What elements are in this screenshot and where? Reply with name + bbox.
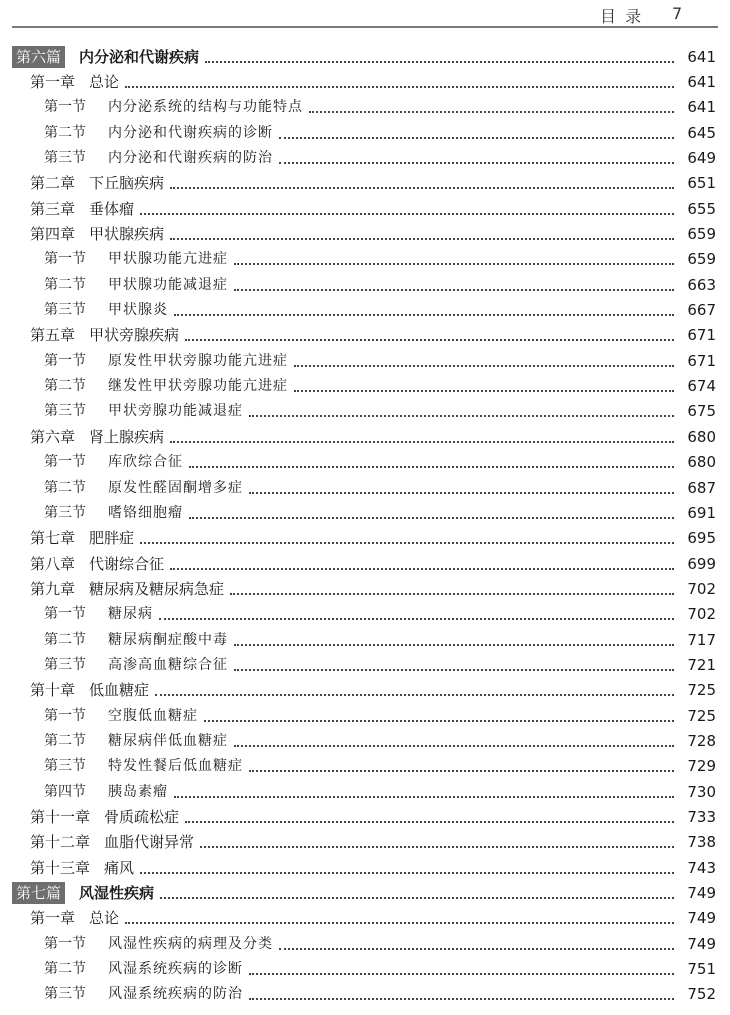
- header-rule: [12, 26, 718, 28]
- dot-leader: [155, 694, 674, 696]
- dot-leader: [170, 568, 674, 570]
- toc-entry-section[interactable]: [0, 728, 730, 753]
- toc-entry-title: 甲状腺炎: [108, 302, 168, 319]
- toc-entry-section[interactable]: [0, 956, 730, 981]
- toc-entry-page: 641: [687, 47, 716, 66]
- dot-leader: [279, 137, 674, 139]
- dot-leader: [185, 821, 674, 823]
- dot-leader: [249, 415, 674, 417]
- toc-entry-title: 甲状旁腺疾病: [89, 326, 180, 345]
- toc-entry-title: 痛风: [104, 858, 135, 877]
- dot-leader: [294, 390, 674, 392]
- dot-leader: [279, 948, 674, 950]
- toc-entry-chapter[interactable]: [0, 196, 730, 221]
- toc-entry-title: 低血糖症: [89, 681, 150, 700]
- toc-entry-chapter[interactable]: [0, 576, 730, 601]
- dot-leader: [249, 770, 674, 772]
- toc-entry-number: 第九章: [30, 579, 76, 598]
- toc-entry-chapter[interactable]: [0, 171, 730, 196]
- toc-entry-number: 第二节: [44, 732, 86, 749]
- dot-leader: [205, 61, 674, 63]
- toc-entry-page: 671: [687, 326, 716, 345]
- toc-entry-number: 第二节: [44, 378, 86, 395]
- toc-entry-number: 第三节: [44, 150, 86, 167]
- dot-leader: [249, 492, 674, 494]
- dot-leader: [234, 263, 674, 265]
- dot-leader: [249, 973, 674, 975]
- toc-entry-page: 751: [687, 960, 716, 979]
- toc-entry-title: 高渗高血糖综合征: [108, 656, 228, 673]
- toc-entry-chapter[interactable]: [0, 221, 730, 246]
- toc-entry-page: 659: [687, 250, 716, 269]
- toc-entry-chapter[interactable]: [0, 526, 730, 551]
- toc-entry-number: 第一节: [44, 251, 86, 268]
- toc-entry-title: 内分泌和代谢疾病的防治: [108, 150, 273, 167]
- toc-entry-title: 甲状腺功能减退症: [108, 276, 228, 293]
- toc-entry-section[interactable]: [0, 145, 730, 170]
- toc-entry-title: 空腹低血糖症: [108, 707, 198, 724]
- toc-entry-part[interactable]: [0, 44, 730, 69]
- toc-entry-part[interactable]: [0, 880, 730, 905]
- toc-entry-page: 641: [687, 73, 716, 92]
- toc-entry-page: 687: [687, 478, 716, 497]
- toc-entry-page: 743: [687, 858, 716, 877]
- toc-entry-number: 第六篇: [12, 46, 65, 68]
- dot-leader: [160, 897, 674, 899]
- toc-entry-section[interactable]: [0, 627, 730, 652]
- dot-leader: [309, 111, 674, 113]
- toc-entry-number: 第二节: [44, 276, 86, 293]
- toc-entry-page: 752: [687, 985, 716, 1004]
- toc-entry-title: 特发性餐后低血糖症: [108, 758, 243, 775]
- toc-entry-section[interactable]: [0, 297, 730, 322]
- toc-entry-section[interactable]: [0, 348, 730, 373]
- toc-entry-title: 胰岛素瘤: [108, 783, 168, 800]
- table-of-contents: [0, 44, 730, 1007]
- toc-entry-section[interactable]: [0, 982, 730, 1007]
- toc-entry-page: 663: [687, 275, 716, 294]
- toc-entry-page: 721: [687, 655, 716, 674]
- toc-entry-number: 第二节: [44, 631, 86, 648]
- dot-leader: [234, 669, 674, 671]
- toc-entry-page: 680: [687, 427, 716, 446]
- toc-entry-title: 风湿性疾病的病理及分类: [108, 935, 273, 952]
- toc-entry-title: 血脂代谢异常: [104, 833, 195, 852]
- dot-leader: [234, 745, 674, 747]
- toc-entry-page: 659: [687, 225, 716, 244]
- dot-leader: [140, 542, 674, 544]
- toc-entry-page: 674: [687, 377, 716, 396]
- toc-entry-number: 第一节: [44, 935, 86, 952]
- dot-leader: [234, 289, 674, 291]
- toc-entry-page: 691: [687, 503, 716, 522]
- toc-entry-title: 总论: [89, 909, 120, 928]
- toc-entry-number: 第七章: [30, 529, 76, 548]
- toc-entry-section[interactable]: [0, 931, 730, 956]
- toc-entry-number: 第二节: [44, 124, 86, 141]
- dot-leader: [170, 187, 674, 189]
- toc-entry-page: 649: [687, 149, 716, 168]
- toc-entry-section[interactable]: [0, 500, 730, 525]
- toc-entry-section[interactable]: [0, 247, 730, 272]
- dot-leader: [140, 872, 674, 874]
- toc-entry-section[interactable]: [0, 450, 730, 475]
- toc-entry-number: 第四节: [44, 783, 86, 800]
- toc-entry-title: 原发性甲状旁腺功能亢进症: [108, 352, 288, 369]
- dot-leader: [140, 213, 674, 215]
- toc-entry-section[interactable]: [0, 652, 730, 677]
- toc-entry-page: 680: [687, 453, 716, 472]
- toc-entry-page: 695: [687, 529, 716, 548]
- toc-entry-chapter[interactable]: [0, 551, 730, 576]
- toc-entry-number: 第一节: [44, 352, 86, 369]
- toc-entry-page: 645: [687, 123, 716, 142]
- toc-entry-page: 749: [687, 884, 716, 903]
- dot-leader: [125, 922, 674, 924]
- toc-entry-title: 风湿性疾病: [79, 884, 155, 903]
- toc-entry-page: 702: [687, 605, 716, 624]
- toc-entry-number: 第二节: [44, 479, 86, 496]
- toc-entry-section[interactable]: [0, 120, 730, 145]
- toc-entry-chapter[interactable]: [0, 830, 730, 855]
- dot-leader: [204, 720, 674, 722]
- toc-entry-title: 原发性醛固酮增多症: [108, 479, 243, 496]
- toc-entry-number: 第十二章: [30, 833, 91, 852]
- dot-leader: [200, 846, 674, 848]
- toc-entry-section[interactable]: [0, 754, 730, 779]
- toc-entry-chapter[interactable]: [0, 804, 730, 829]
- toc-entry-section[interactable]: [0, 475, 730, 500]
- toc-entry-number: 第八章: [30, 554, 76, 573]
- toc-entry-chapter[interactable]: [0, 906, 730, 931]
- dot-leader: [249, 998, 674, 1000]
- toc-entry-page: 725: [687, 681, 716, 700]
- toc-entry-number: 第六章: [30, 427, 76, 446]
- toc-entry-section[interactable]: [0, 95, 730, 120]
- toc-entry-title: 糖尿病酮症酸中毒: [108, 631, 228, 648]
- toc-entry-title: 骨质疏松症: [104, 807, 180, 826]
- toc-entry-page: 655: [687, 199, 716, 218]
- toc-entry-title: 总论: [89, 73, 120, 92]
- page-header: [0, 0, 730, 30]
- toc-entry-number: 第三章: [30, 199, 76, 218]
- toc-entry-title: 库欣综合征: [108, 454, 183, 471]
- toc-entry-number: 第三节: [44, 758, 86, 775]
- toc-entry-page: 699: [687, 554, 716, 573]
- toc-entry-section[interactable]: [0, 373, 730, 398]
- toc-entry-title: 糖尿病: [108, 606, 153, 623]
- toc-entry-title: 内分泌和代谢疾病的诊断: [108, 124, 273, 141]
- toc-entry-page: 725: [687, 706, 716, 725]
- toc-entry-title: 糖尿病及糖尿病急症: [89, 579, 225, 598]
- dot-leader: [189, 517, 674, 519]
- dot-leader: [279, 162, 674, 164]
- toc-entry-chapter[interactable]: [0, 424, 730, 449]
- toc-entry-page: 667: [687, 301, 716, 320]
- toc-entry-number: 第一节: [44, 454, 86, 471]
- toc-entry-title: 内分泌和代谢疾病: [79, 47, 200, 66]
- toc-entry-number: 第一节: [44, 99, 86, 116]
- toc-entry-title: 继发性甲状旁腺功能亢进症: [108, 378, 288, 395]
- dot-leader: [230, 593, 674, 595]
- toc-entry-number: 第一章: [30, 73, 76, 92]
- toc-entry-page: 738: [687, 833, 716, 852]
- toc-entry-number: 第七篇: [12, 882, 65, 904]
- header-title: 目 录: [600, 7, 644, 26]
- toc-entry-page: 728: [687, 731, 716, 750]
- toc-entry-section[interactable]: [0, 399, 730, 424]
- toc-entry-page: 675: [687, 402, 716, 421]
- dot-leader: [170, 238, 674, 240]
- toc-entry-page: 717: [687, 630, 716, 649]
- dot-leader: [159, 618, 674, 620]
- toc-entry-number: 第一节: [44, 707, 86, 724]
- toc-entry-number: 第十一章: [30, 807, 91, 826]
- header-page-number: 7: [672, 4, 683, 23]
- toc-entry-number: 第三节: [44, 986, 86, 1003]
- toc-entry-number: 第一节: [44, 606, 86, 623]
- dot-leader: [189, 466, 674, 468]
- toc-entry-number: 第四章: [30, 225, 76, 244]
- toc-entry-number: 第三节: [44, 302, 86, 319]
- toc-entry-title: 内分泌系统的结构与功能特点: [108, 99, 303, 116]
- toc-entry-title: 肥胖症: [89, 529, 135, 548]
- toc-entry-section[interactable]: [0, 272, 730, 297]
- toc-entry-page: 729: [687, 757, 716, 776]
- toc-entry-page: 671: [687, 351, 716, 370]
- toc-entry-chapter[interactable]: [0, 69, 730, 94]
- toc-entry-section[interactable]: [0, 703, 730, 728]
- toc-entry-page: 749: [687, 909, 716, 928]
- dot-leader: [234, 644, 674, 646]
- dot-leader: [185, 339, 674, 341]
- toc-entry-title: 甲状腺功能亢进症: [108, 251, 228, 268]
- dot-leader: [125, 86, 674, 88]
- toc-entry-title: 垂体瘤: [89, 199, 135, 218]
- toc-entry-number: 第三节: [44, 504, 86, 521]
- toc-entry-page: 651: [687, 174, 716, 193]
- dot-leader: [294, 365, 674, 367]
- toc-entry-number: 第三节: [44, 403, 86, 420]
- toc-entry-page: 733: [687, 807, 716, 826]
- toc-entry-number: 第二章: [30, 174, 76, 193]
- toc-entry-title: 风湿系统疾病的诊断: [108, 961, 243, 978]
- toc-entry-title: 风湿系统疾病的防治: [108, 986, 243, 1003]
- toc-entry-number: 第十章: [30, 681, 76, 700]
- dot-leader: [174, 314, 674, 316]
- toc-entry-page: 641: [687, 98, 716, 117]
- toc-entry-number: 第二节: [44, 961, 86, 978]
- toc-entry-title: 嗜铬细胞瘤: [108, 504, 183, 521]
- dot-leader: [174, 796, 674, 798]
- toc-entry-number: 第三节: [44, 656, 86, 673]
- toc-entry-chapter[interactable]: [0, 678, 730, 703]
- toc-entry-chapter[interactable]: [0, 855, 730, 880]
- toc-entry-chapter[interactable]: [0, 323, 730, 348]
- toc-entry-number: 第十三章: [30, 858, 91, 877]
- toc-entry-title: 下丘脑疾病: [89, 174, 165, 193]
- toc-entry-title: 甲状腺疾病: [89, 225, 165, 244]
- toc-entry-title: 甲状旁腺功能减退症: [108, 403, 243, 420]
- toc-entry-number: 第一章: [30, 909, 76, 928]
- toc-entry-title: 肾上腺疾病: [89, 427, 165, 446]
- toc-entry-title: 代谢综合征: [89, 554, 165, 573]
- toc-entry-section[interactable]: [0, 602, 730, 627]
- toc-entry-page: 749: [687, 934, 716, 953]
- toc-entry-page: 730: [687, 782, 716, 801]
- toc-entry-number: 第五章: [30, 326, 76, 345]
- toc-entry-page: 702: [687, 579, 716, 598]
- dot-leader: [170, 441, 674, 443]
- toc-entry-title: 糖尿病伴低血糖症: [108, 732, 228, 749]
- toc-entry-section[interactable]: [0, 779, 730, 804]
